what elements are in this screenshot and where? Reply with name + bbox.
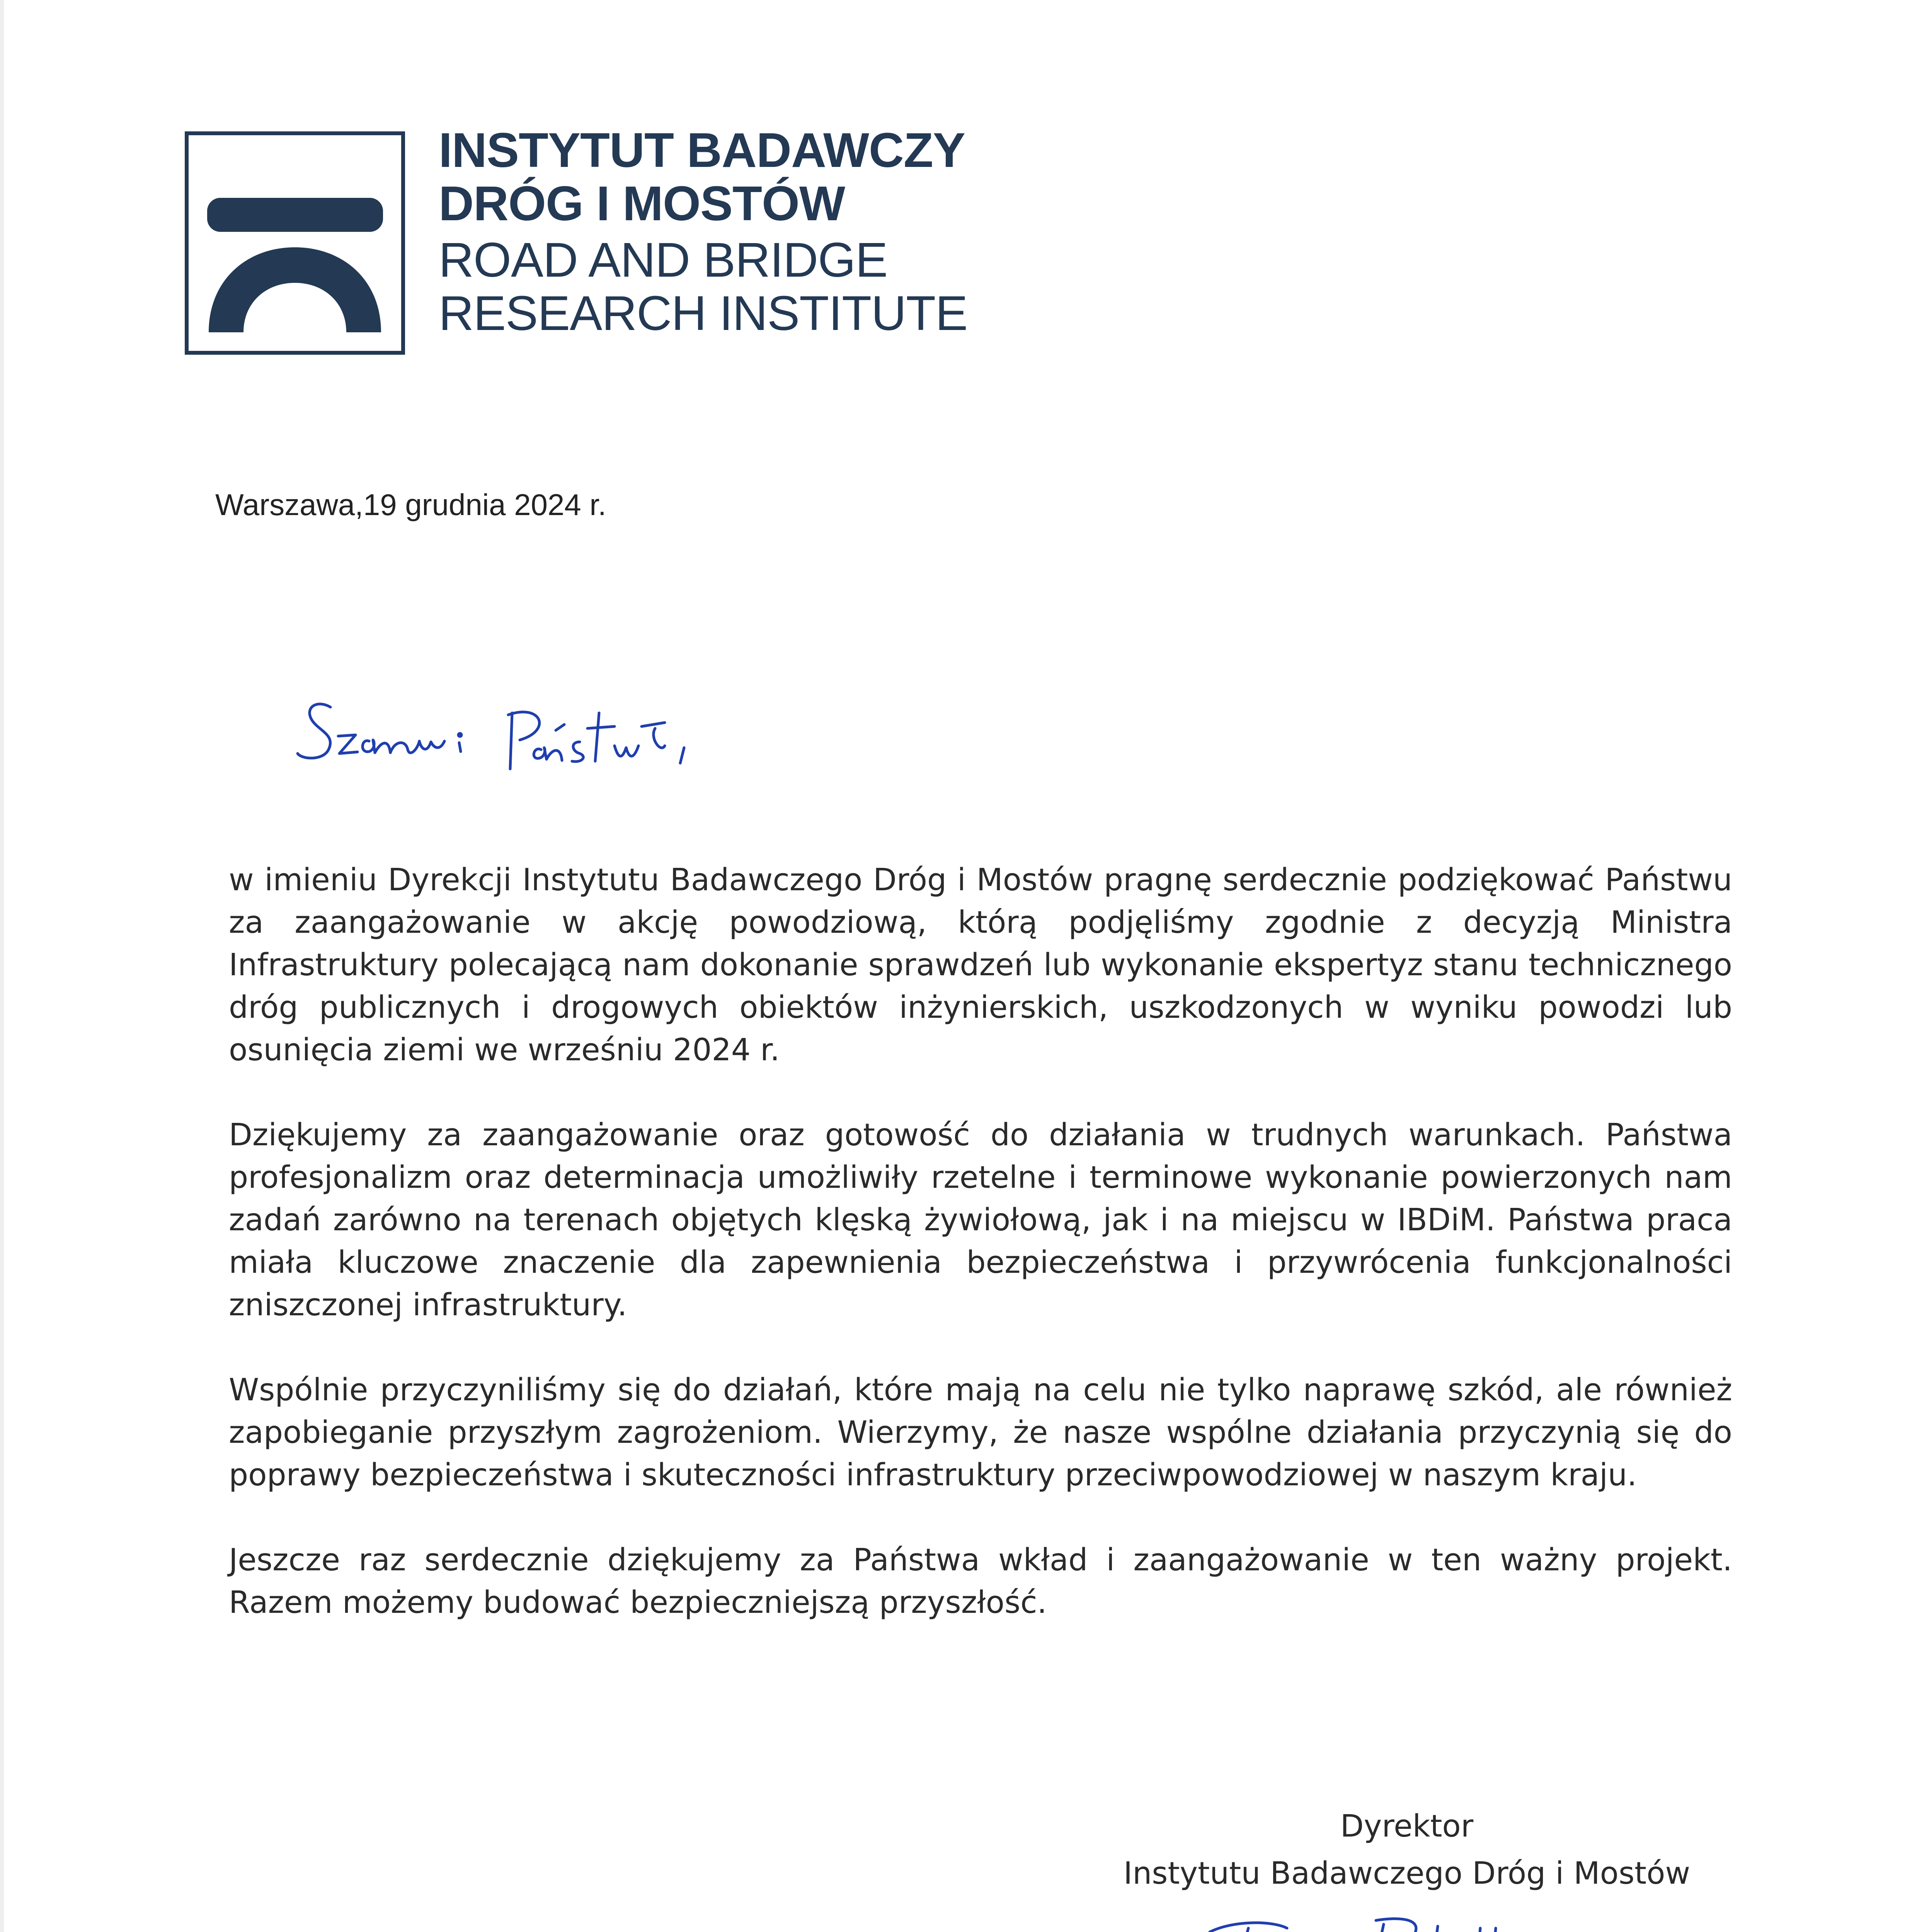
letterhead-org-name	[439, 124, 1096, 340]
body-paragraph-3: Wspólnie przyczyniliśmy się do działań, które mają na celu nie tylko naprawę szkód, ale również zapobieganie przyszłym zagrożeniom. Wierzymy, że nasze wspólne działania przyczynią się do poprawy bezpieczeństwa i skuteczności infrastruktury przeciwpowodziowej w naszym kraju.	[229, 1372, 1732, 1493]
handwritten-salutation	[294, 692, 796, 784]
body-paragraph-4: Jeszcze raz serdecznie dziękujemy za Państwa wkład i zaangażowanie w ten ważny projekt. Razem możemy budować bezpieczniejszą przyszłość.	[229, 1542, 1732, 1620]
org-name-pl-line1: INSTYTUT BADAWCZY	[439, 123, 965, 177]
org-name-pl-line2: DRÓG I MOSTÓW	[439, 176, 845, 231]
bridge-arch-logo-icon	[185, 131, 405, 355]
signatory-title-line1: Dyrektor	[1340, 1808, 1474, 1844]
letter-body	[229, 859, 1732, 1624]
org-name-en-line1: ROAD AND BRIDGE	[439, 233, 888, 287]
letter-date: Warszawa,19 grudnia 2024 r.	[215, 488, 606, 522]
signatory-title-line2: Instytutu Badawczego Dróg i Mostów	[1123, 1855, 1691, 1891]
signatory-title	[1044, 1803, 1770, 1897]
body-paragraph-2: Dziękujemy za zaangażowanie oraz gotowość do działania w trudnych warunkach. Państwa profesjonalizm oraz determinacja umożliwiły rzetelne i terminowe wykonanie powierzonych nam zadań zarówno na terenach objętych klęską żywiołową, jak i na miejscu w IBDiM. Państwa praca miała kluczowe znaczenie dla zapewnienia bezpieczeństwa i przywrócenia funkcjonalności zniszczonej infrastruktury.	[229, 1117, 1732, 1323]
handwritten-signature	[1144, 1905, 1592, 1932]
org-name-en-line2: RESEARCH INSTITUTE	[439, 286, 968, 340]
page-edge	[0, 0, 4, 1932]
body-paragraph-1: w imieniu Dyrekcji Instytutu Badawczego Dróg i Mostów pragnę serdecznie podziękować Państwu za zaangażowanie w akcję powodziową, którą podjęliśmy zgodnie z decyzją Ministra Infrastruktury polecającą nam dokonanie sprawdzeń lub wykonanie ekspertyz stanu technicznego dróg publicznych i drogowych obiektów inżynierskich, uszkodzonych w wyniku powodzi lub osunięcia ziemi we wrześniu 2024 r.	[229, 862, 1732, 1068]
